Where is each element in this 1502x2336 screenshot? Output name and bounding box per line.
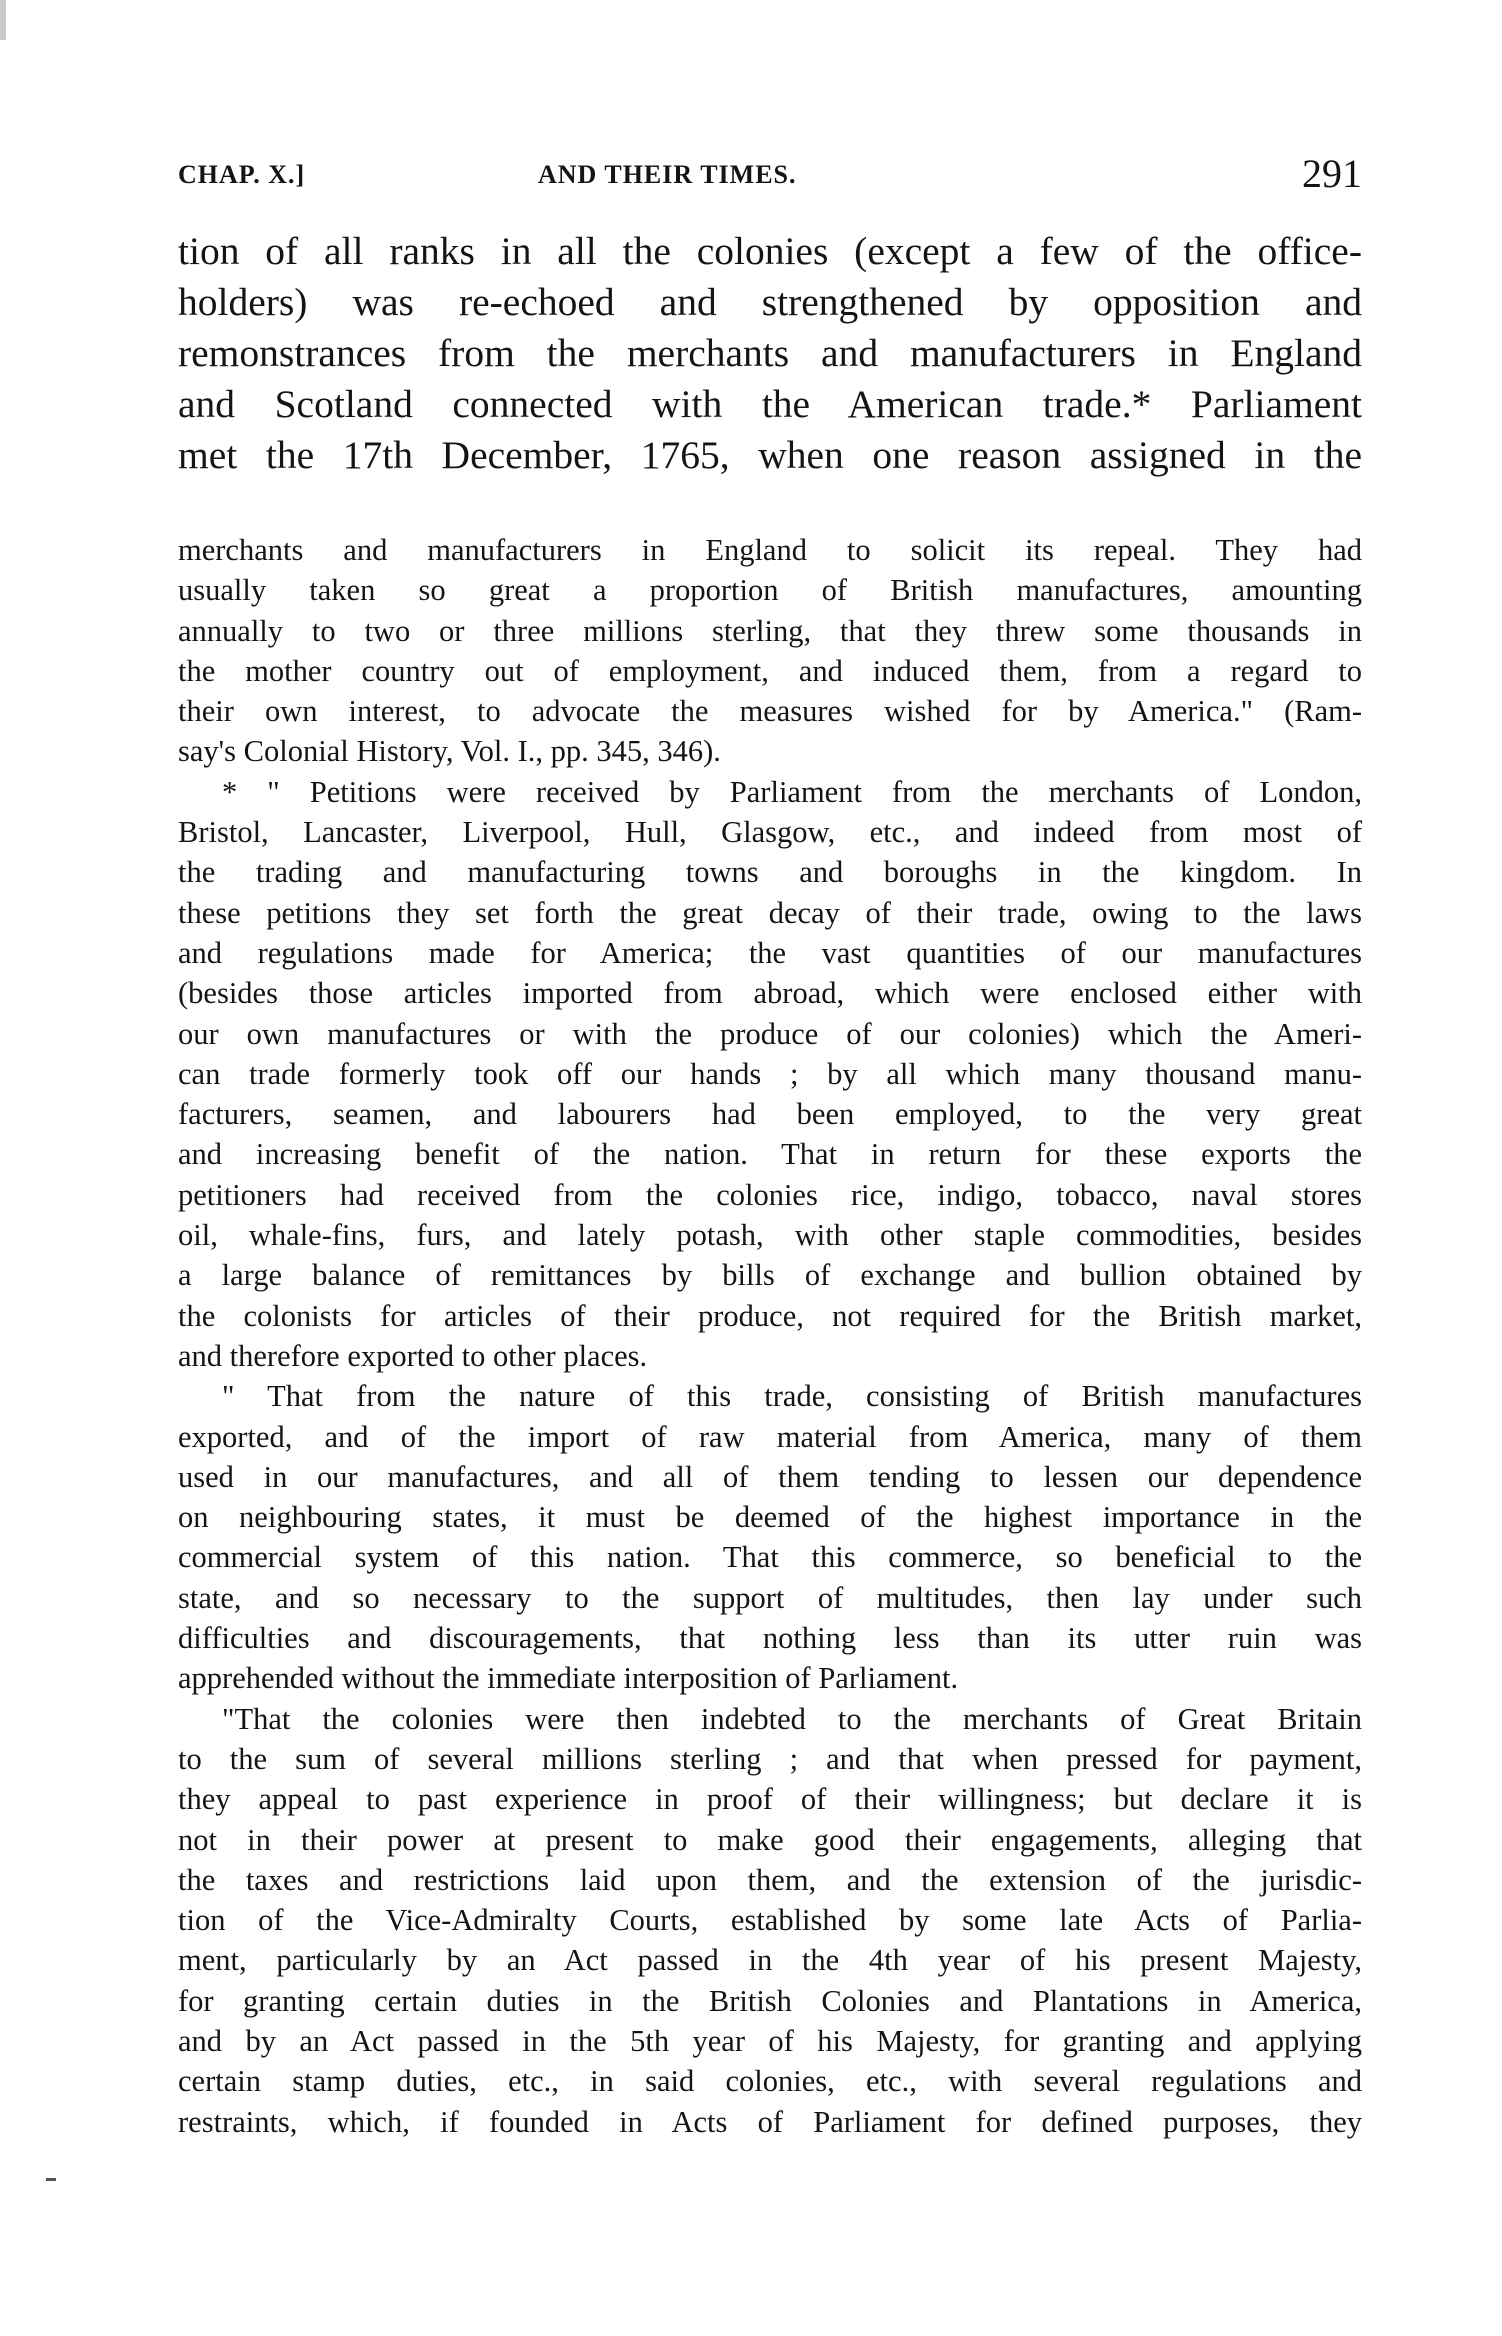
footnote-line: oil, whale-fins, furs, and lately potash, with other staple commodities, besides (178, 1218, 1362, 1253)
footnote-line: the colonists for articles of their produce, not required for the British market, (178, 1298, 1362, 1333)
footnote-line: commercial system of this nation. That this commerce, so beneficial to the (178, 1540, 1362, 1575)
footnote-line: not in their power at present to make good their engagements, alleging that (178, 1822, 1362, 1857)
text-line: met the 17th December, 1765, when one reason assigned in the (178, 433, 1362, 477)
footnote-line: " That from the nature of this trade, consisting of British manufactures (222, 1379, 1362, 1414)
footnote-line: restraints, which, if founded in Acts of Parliament for defined purposes, they (178, 2104, 1362, 2139)
footnote-line: * " Petitions were received by Parliament from the merchants of London, (222, 774, 1362, 809)
footnote-line: the trading and manufacturing towns and boroughs in the kingdom. In (178, 855, 1362, 890)
footnote-block (178, 530, 1362, 2142)
footnote-line: petitioners had received from the colonies rice, indigo, tobacco, naval stores (178, 1177, 1362, 1212)
footnote-line: can trade formerly took off our hands ; by all which many thousand manu- (178, 1056, 1362, 1091)
footnote-line: to the sum of several millions sterling ; and that when pressed for payment, (178, 1741, 1362, 1776)
footnote-line: apprehended without the immediate interposition of Parliament. (178, 1661, 959, 1696)
footnote-line: merchants and manufacturers in England to solicit its repeal. They had (178, 533, 1362, 567)
footnote-line: they appeal to past experience in proof of their willingness; but declare it is (178, 1782, 1362, 1817)
footnote-line: state, and so necessary to the support of multitudes, then lay under such (178, 1580, 1362, 1615)
footnote-line: used in our manufactures, and all of them tending to lessen our dependence (178, 1459, 1362, 1494)
footnote-line: and therefore exported to other places. (178, 1338, 648, 1373)
footnote-line: and by an Act passed in the 5th year of his Majesty, for granting and applying (178, 2023, 1362, 2058)
footnote-line: ment, particularly by an Act passed in the 4th year of his present Majesty, (178, 1943, 1362, 1978)
footnote-line: the taxes and restrictions laid upon them, and the extension of the jurisdic- (178, 1862, 1362, 1897)
scan-edge-mark (46, 2178, 56, 2181)
footnote-line: certain stamp duties, etc., in said colonies, etc., with several regulations and (178, 2064, 1362, 2099)
footnote-line: and regulations made for America; the vast quantities of our manufactures (178, 935, 1362, 970)
running-header (178, 150, 1362, 198)
footnote-line: "That the colonies were then indebted to the merchants of Great Britain (222, 1701, 1362, 1736)
footnote-line: and increasing benefit of the nation. That in return for these exports the (178, 1137, 1362, 1172)
running-title: AND THEIR TIMES. (538, 160, 797, 189)
scan-edge-mark (0, 0, 6, 40)
footnote-line: tion of the Vice-Admiralty Courts, established by some late Acts of Parlia- (178, 1903, 1362, 1938)
footnote-line: their own interest, to advocate the measures wished for by America." (Ram- (178, 694, 1362, 729)
text-line: tion of all ranks in all the colonies (except a few of the office- (178, 229, 1362, 273)
footnote-line: the mother country out of employment, and induced them, from a regard to (178, 653, 1362, 688)
footnote-line: say's Colonial History, Vol. I., pp. 345, 346). (178, 734, 721, 769)
text-line: and Scotland connected with the American trade.* Parliament (178, 382, 1362, 426)
footnote-line: usually taken so great a proportion of British manufactures, amounting (178, 573, 1362, 608)
footnote-line: a large balance of remittances by bills of exchange and bullion obtained by (178, 1258, 1362, 1293)
text-line: holders) was re-echoed and strengthened by opposition and (178, 280, 1362, 324)
footnote-line: facturers, seamen, and labourers had been employed, to the very great (178, 1097, 1362, 1132)
footnote-line: Bristol, Lancaster, Liverpool, Hull, Glasgow, etc., and indeed from most of (178, 815, 1362, 850)
main-text-block (178, 226, 1362, 481)
footnote-line: for granting certain duties in the British Colonies and Plantations in America, (178, 1983, 1362, 2018)
footnote-line: our own manufactures or with the produce of our colonies) which the Ameri- (178, 1016, 1362, 1051)
page-number: 291 (1302, 151, 1362, 196)
footnote-line: on neighbouring states, it must be deemed of the highest importance in the (178, 1500, 1362, 1535)
text-line: remonstrances from the merchants and manufacturers in England (178, 331, 1362, 375)
footnote-line: these petitions they set forth the great decay of their trade, owing to the laws (178, 895, 1362, 930)
footnote-line: difficulties and discouragements, that nothing less than its utter ruin was (178, 1621, 1362, 1656)
footnote-line: exported, and of the import of raw material from America, many of them (178, 1419, 1362, 1454)
footnote-line: annually to two or three millions sterling, that they threw some thousands in (178, 613, 1362, 648)
footnote-line: (besides those articles imported from abroad, which were enclosed either with (178, 976, 1362, 1011)
chapter-label: CHAP. X.] (178, 160, 306, 189)
